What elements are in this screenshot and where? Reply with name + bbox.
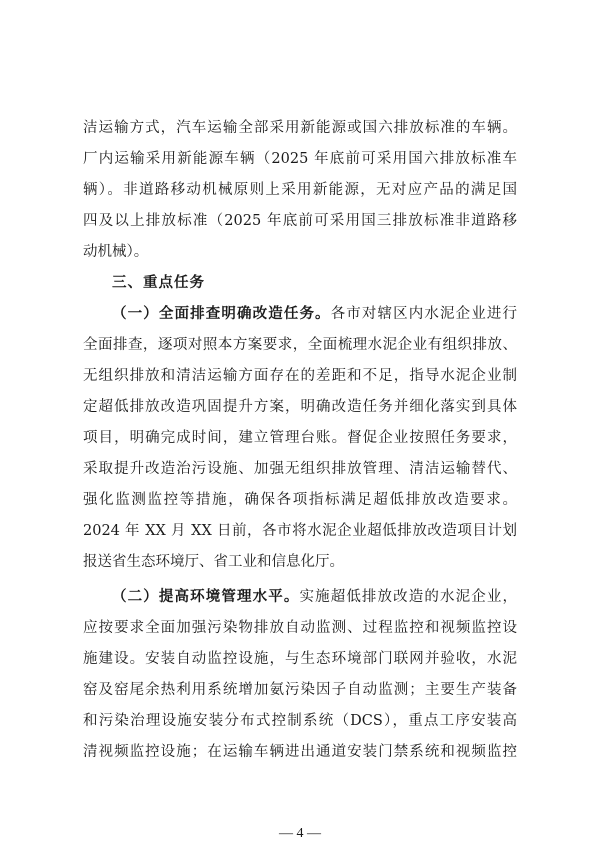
body-text-line: 四及以上排放标准（2025 年底前可采用国三排放标准非道路移 xyxy=(83,213,517,229)
body-text-line: 项目，明确完成时间，建立管理台账。督促企业按照任务要求， xyxy=(83,430,517,446)
body-text-line: 清视频监控设施；在运输车辆进出通道安装门禁系统和视频监控 xyxy=(83,744,517,760)
section-heading: 三、重点任务 xyxy=(112,274,205,291)
page-number: — 4 — xyxy=(279,826,321,841)
body-text-line: 窑及窑尾余热利用系统增加氨污染因子自动监测；主要生产装备 xyxy=(83,682,517,698)
body-text-line: 定超低排放改造巩固提升方案，明确改造任务并细化落实到具体 xyxy=(83,399,517,415)
body-text-line: 施建设。安装自动监控设施，与生态环境部门联网并验收，水泥 xyxy=(83,651,517,667)
item-1-text: 各市对辖区内水泥企业进行 xyxy=(330,306,518,322)
body-text-line: 报送省生态环境厅、省工业和信息化厅。 xyxy=(83,554,344,570)
body-text-line: 2024 年 XX 月 XX 日前，各市将水泥企业超低排放改造项目计划 xyxy=(83,523,517,539)
body-text-line: 无组织排放和清洁运输方面存在的差距和不足，指导水泥企业制 xyxy=(83,368,517,384)
item-1-first-line xyxy=(112,299,517,329)
body-text-line: 厂内运输采用新能源车辆（2025 年底前可采用国六排放标准车 xyxy=(83,151,517,167)
body-text-line: 强化监测监控等措施，确保各项指标满足超低排放改造要求。 xyxy=(83,492,517,508)
item-2-title: （二）提高环境管理水平。 xyxy=(112,588,300,605)
body-text-line: 和污染治理设施安装分布式控制系统（DCS），重点工序安装高 xyxy=(83,713,517,729)
body-text-line: 辆）。非道路移动机械原则上采用新能源，无对应产品的满足国 xyxy=(83,182,517,198)
body-text-line: 洁运输方式，汽车运输全部采用新能源或国六排放标准的车辆。 xyxy=(83,120,517,136)
item-1-title: （一）全面排查明确改造任务。 xyxy=(112,305,331,322)
body-text-line: 应按要求全面加强污染物排放自动监测、过程监控和视频监控设 xyxy=(83,620,517,636)
body-text-line: 采取提升改造治污设施、加强无组织排放管理、清洁运输替代、 xyxy=(83,461,517,477)
item-2-first-line xyxy=(112,582,517,612)
item-2-text: 实施超低排放改造的水泥企业， xyxy=(299,589,518,605)
body-text-line: 全面排查，逐项对照本方案要求，全面梳理水泥企业有组织排放、 xyxy=(83,337,517,353)
body-text-line: 动机械）。 xyxy=(83,244,149,260)
